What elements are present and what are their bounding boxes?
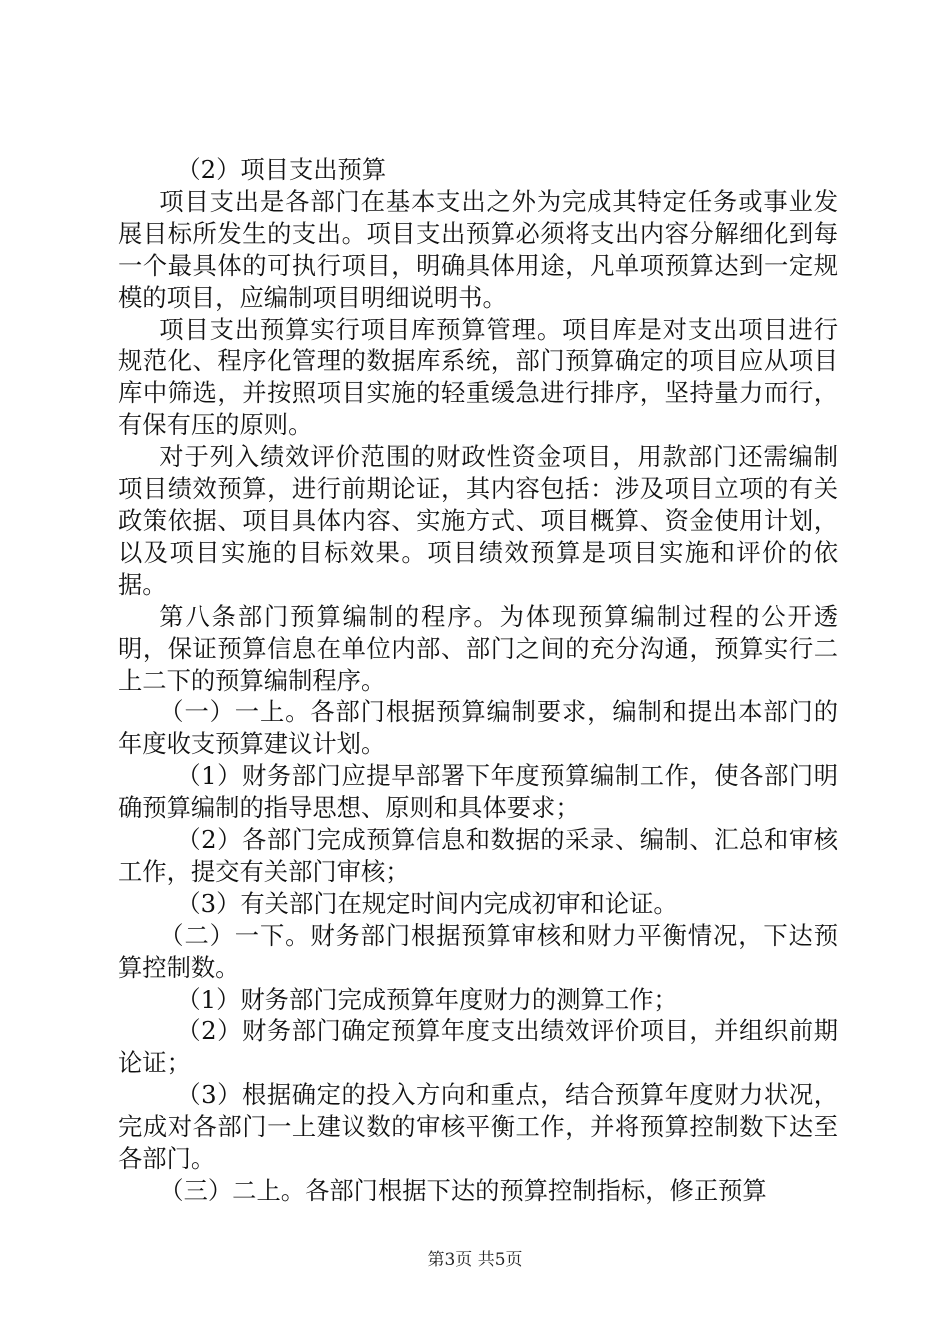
paragraph: 对于列入绩效评价范围的财政性资金项目，用款部门还需编制项目绩效预算，进行前期论证，其内容包括：涉及项目立项的有关政策依据、项目具体内容、实施方式、项目概算、资金使用计划，以及项目实施的目标效果。项目绩效预算是项目实施和评价的依据。 <box>118 442 838 599</box>
paragraph-heading: （2）项目支出预算 <box>176 155 387 184</box>
paragraph: （2）财务部门确定预算年度支出绩效评价项目，并组织前期论证； <box>118 1016 838 1078</box>
paragraph: 项目支出预算实行项目库预算管理。项目库是对支出项目进行规范化、程序化管理的数据库系统，部门预算确定的项目应从项目库中筛选，并按照项目实施的轻重缓急进行排序，坚持量力而行，有保有压的原则。 <box>118 314 838 440</box>
paragraph: （一）一上。各部门根据预算编制要求，编制和提出本部门的年度收支预算建议计划。 <box>118 697 838 759</box>
paragraph: （3）根据确定的投入方向和重点，结合预算年度财力状况，完成对各部门一上建议数的审核平衡工作，并将预算控制数下达至各部门。 <box>118 1080 838 1174</box>
page-footer: 第3页 共5页 <box>427 1250 523 1270</box>
paragraph: （二）一下。财务部门根据预算审核和财力平衡情况，下达预算控制数。 <box>118 920 838 982</box>
paragraph: （1）财务部门完成预算年度财力的测算工作； <box>176 984 678 1014</box>
paragraph: （3）有关部门在规定时间内完成初审和论证。 <box>176 888 678 918</box>
paragraph: 第八条部门预算编制的程序。为体现预算编制过程的公开透明，保证预算信息在单位内部、部门之间的充分沟通，预算实行二上二下的预算编制程序。 <box>118 601 838 695</box>
body-text <box>118 154 838 1207</box>
paragraph: （1）财务部门应提早部署下年度预算编制工作，使各部门明确预算编制的指导思想、原则和具体要求； <box>118 761 838 823</box>
paragraph: （2）各部门完成预算信息和数据的采录、编制、汇总和审核工作，提交有关部门审核； <box>118 825 838 886</box>
paragraph: （三）二上。各部门根据下达的预算控制指标，修正预算 <box>159 1176 767 1205</box>
paragraph: 项目支出是各部门在基本支出之外为完成其特定任务或事业发展目标所发生的支出。项目支出预算必须将支出内容分解细化到每一个最具体的可执行项目，明确具体用途，凡单项预算达到一定规模的项目，应编制项目明细说明书。 <box>118 186 838 312</box>
